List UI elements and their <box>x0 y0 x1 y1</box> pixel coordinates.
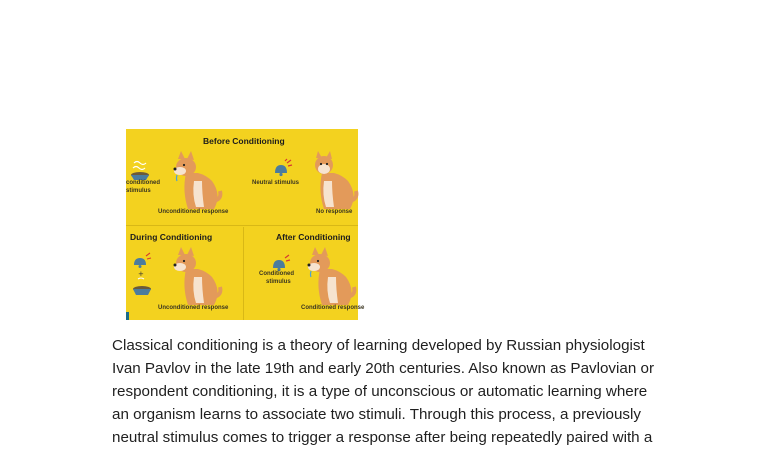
before-conditioning-title: Before Conditioning <box>203 136 285 146</box>
unconditioned-response-label-1: Unconditioned response <box>158 209 229 215</box>
paragraph-line: an organism learns to associate two stimuli. Through this process, a previously <box>112 406 641 423</box>
svg-text:+: + <box>138 270 144 278</box>
conditioned-stimulus-label-line2: stimulus <box>266 279 291 285</box>
panel-divider-vertical <box>243 227 244 320</box>
dog-salivating-icon <box>168 151 224 213</box>
unconditioned-response-label-2: Unconditioned response <box>158 305 229 311</box>
figure-corner-marker <box>126 312 129 320</box>
panel-divider-horizontal <box>126 225 358 226</box>
dog-neutral-icon <box>310 151 360 213</box>
paragraph-line: Classical conditioning is a theory of learning developed by Russian physiologist <box>112 337 645 354</box>
unconditioned-stimulus-label-line1: conditioned <box>126 180 160 186</box>
bell-and-food-icon <box>131 253 155 297</box>
paragraph-line: Ivan Pavlov in the late 19th and early 20th centuries. Also known as Pavlovian or <box>112 360 655 377</box>
conditioned-response-label: Conditioned response <box>301 305 365 311</box>
no-response-label: No response <box>316 209 353 215</box>
paragraph-line: neutral stimulus comes to trigger a response after being repeatedly paired with a <box>112 429 653 446</box>
bell-icon <box>271 159 293 179</box>
after-conditioning-title: After Conditioning <box>276 232 351 242</box>
dog-during-icon <box>168 247 224 309</box>
article-body <box>112 334 682 449</box>
paragraph-line: respondent conditioning, it is a type of unconscious or automatic learning where <box>112 383 648 400</box>
during-conditioning-title: During Conditioning <box>130 232 213 242</box>
conditioned-stimulus-label-line1: Conditioned <box>259 271 294 277</box>
neutral-stimulus-label: Neutral stimulus <box>252 180 300 186</box>
unconditioned-stimulus-label-line2: stimulus <box>126 188 151 194</box>
conditioning-illustration <box>126 129 365 320</box>
food-bowl-icon <box>128 159 152 181</box>
dog-conditioned-icon <box>302 247 358 309</box>
